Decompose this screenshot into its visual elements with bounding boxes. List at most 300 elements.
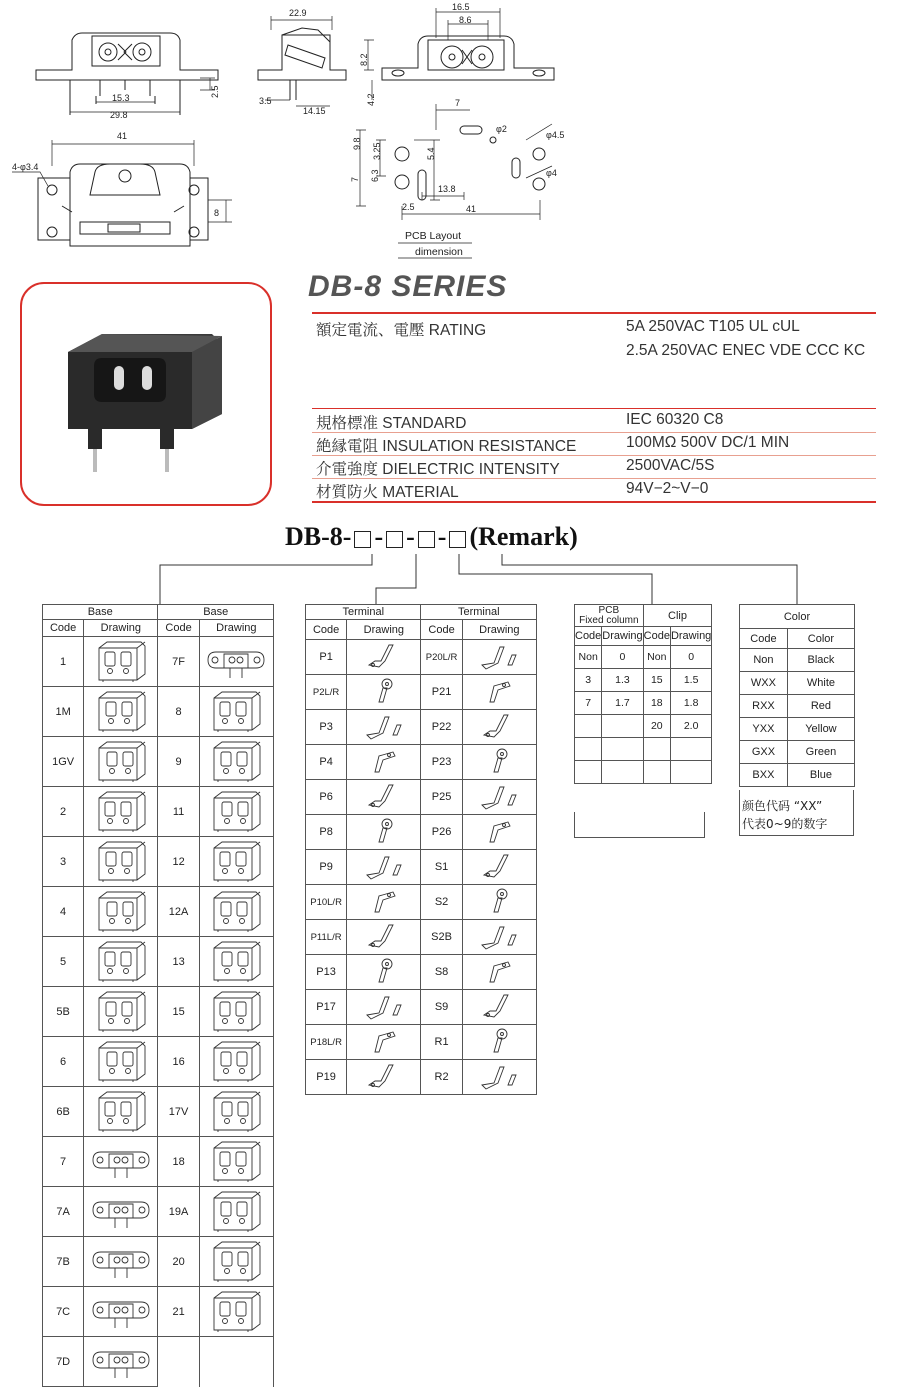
base-code: 7F: [158, 637, 199, 687]
terminal-code: S8: [421, 955, 462, 990]
color-name: Black: [787, 649, 854, 672]
table-row: [575, 692, 712, 715]
base-code: 9: [158, 737, 199, 787]
dim-tr-width: 16.5: [452, 2, 470, 12]
terminal-drawing: [464, 956, 534, 986]
terminal-drawing-cell: [462, 885, 536, 920]
spec-value: IEC 60320 C8: [626, 411, 724, 428]
base-code: 4: [43, 887, 84, 937]
base-drawing: [202, 1088, 270, 1132]
terminal-code: P2L/R: [306, 675, 347, 710]
base-code: 12A: [158, 887, 199, 937]
spec-label: 額定電流、電壓 RATING: [316, 322, 487, 339]
base-drawing: [202, 788, 270, 832]
table-row: [575, 738, 712, 761]
base-drawing: [202, 988, 270, 1032]
terminal-code: S1: [421, 850, 462, 885]
terminal-drawing: [349, 746, 419, 776]
spec-value: 2500VAC/5S: [626, 457, 715, 474]
table-row: [575, 646, 712, 669]
base-code: 7B: [43, 1237, 84, 1287]
table-row: [43, 737, 274, 787]
color-note-line2: 代表0~9的数字: [742, 817, 828, 831]
terminal-title: Terminal: [306, 605, 421, 620]
terminal-drawing: [464, 1026, 534, 1056]
base-drawing: [87, 1238, 155, 1282]
terminal-drawing: [464, 641, 534, 671]
terminal-drawing-cell: [347, 815, 421, 850]
table-row: [306, 885, 537, 920]
base-drawing: [87, 1338, 155, 1382]
terminal-drawing-cell: [347, 780, 421, 815]
terminal-drawing: [349, 921, 419, 951]
terminal-drawing: [349, 711, 419, 741]
dim-pin-pitch: 15.3: [112, 93, 130, 103]
pcb-clip-code: Non: [643, 646, 670, 669]
terminal-title: Terminal: [421, 605, 537, 620]
color-name: Blue: [787, 764, 854, 787]
table-row: [43, 1337, 274, 1387]
terminal-drawing: [349, 1061, 419, 1091]
pcb-clip-value: [670, 738, 711, 761]
table-row: [740, 695, 855, 718]
color-name: Red: [787, 695, 854, 718]
base-code: 19A: [158, 1187, 199, 1237]
dim-holes: 4-φ3.4: [12, 162, 39, 172]
terminal-drawing: [349, 851, 419, 881]
code-dash: -: [374, 522, 384, 551]
code-prefix: DB-8-: [285, 522, 352, 551]
base-drawing-cell: [84, 1087, 158, 1137]
terminal-drawing: [464, 851, 534, 881]
terminal-code: R2: [421, 1060, 462, 1095]
dim-pcb-slot: 7: [455, 98, 461, 108]
pcb-clip-code: 20: [643, 715, 670, 738]
terminal-drawing-cell: [347, 1025, 421, 1060]
terminal-drawing-cell: [462, 675, 536, 710]
base-drawing: [87, 1188, 155, 1232]
base-drawing-cell: [84, 837, 158, 887]
dim-tr-height: 8.2: [359, 53, 369, 66]
base-drawing: [202, 1188, 270, 1232]
pcb-clip-code: 7: [575, 692, 602, 715]
terminal-code: P20L/R: [421, 640, 462, 675]
terminal-drawing: [464, 676, 534, 706]
col-drawing: Drawing: [347, 620, 421, 640]
terminal-table: [305, 604, 537, 1095]
color-code: GXX: [740, 741, 788, 764]
terminal-drawing: [349, 781, 419, 811]
base-code: 21: [158, 1287, 199, 1337]
table-row: [43, 887, 274, 937]
table-row: [306, 640, 537, 675]
base-drawing: [87, 688, 155, 732]
pcb-title-line2: Fixed column: [579, 614, 639, 626]
code-dash: -: [437, 522, 447, 551]
table-row: [306, 675, 537, 710]
color-title: Color: [740, 605, 855, 629]
base-code: 16: [158, 1037, 199, 1087]
col-drawing: Drawing: [462, 620, 536, 640]
dim-top-width: 22.9: [289, 8, 307, 18]
terminal-drawing: [464, 921, 534, 951]
terminal-drawing-cell: [462, 710, 536, 745]
base-code: 8: [158, 687, 199, 737]
terminal-drawing: [349, 991, 419, 1021]
terminal-drawing-cell: [462, 1025, 536, 1060]
code-dash: -: [406, 522, 415, 551]
spec-label: 絶縁電阻 INSULATION RESISTANCE: [316, 438, 577, 455]
base-code: 5B: [43, 987, 84, 1037]
terminal-drawing: [464, 1061, 534, 1091]
base-drawing: [202, 1038, 270, 1082]
base-code: 5: [43, 937, 84, 987]
terminal-drawing: [349, 816, 419, 846]
base-drawing: [87, 1288, 155, 1332]
base-code: 6B: [43, 1087, 84, 1137]
base-code: 18: [158, 1137, 199, 1187]
dim-tr-bottom: 4.2: [366, 93, 376, 106]
terminal-drawing-cell: [347, 850, 421, 885]
code-connector-lines: [0, 0, 900, 610]
base-drawing-cell: [84, 687, 158, 737]
base-code: 7: [43, 1137, 84, 1187]
terminal-drawing: [464, 886, 534, 916]
base-code: 17V: [158, 1087, 199, 1137]
color-name: Green: [787, 741, 854, 764]
pcb-caption: PCB Layout: [405, 230, 462, 242]
pcb-caption-2: dimension: [415, 246, 463, 258]
base-drawing-cell: [199, 737, 273, 787]
spec-value: 100MΩ 500V DC/1 MIN: [626, 434, 790, 451]
dim-pcb-hole1: φ2: [496, 124, 507, 134]
terminal-drawing-cell: [462, 640, 536, 675]
table-row: [575, 761, 712, 784]
base-drawing-cell: [84, 787, 158, 837]
pcb-clip-value: 1.3: [602, 669, 643, 692]
table-row: [43, 1137, 274, 1187]
base-drawing-cell: [199, 837, 273, 887]
terminal-drawing-cell: [347, 640, 421, 675]
terminal-drawing: [464, 991, 534, 1021]
base-code: 3: [43, 837, 84, 887]
pcb-clip-code: [575, 738, 602, 761]
base-drawing-cell: [199, 987, 273, 1037]
terminal-code: P1: [306, 640, 347, 675]
base-drawing-cell: [84, 887, 158, 937]
base-drawing: [87, 738, 155, 782]
base-drawing: [87, 638, 155, 682]
terminal-drawing-cell: [347, 920, 421, 955]
base-table: [42, 604, 274, 1387]
terminal-drawing: [349, 676, 419, 706]
terminal-code: P19: [306, 1060, 347, 1095]
base-code: 15: [158, 987, 199, 1037]
terminal-code: P11L/R: [306, 920, 347, 955]
col-code: Code: [421, 620, 462, 640]
terminal-drawing: [464, 746, 534, 776]
terminal-code: S2B: [421, 920, 462, 955]
pcb-clip-value: 1.8: [670, 692, 711, 715]
base-drawing-cell: [84, 1187, 158, 1237]
table-row: [43, 1037, 274, 1087]
color-note-line1: 颜色代码 “XX”: [742, 799, 823, 813]
terminal-code: P18L/R: [306, 1025, 347, 1060]
terminal-drawing-cell: [347, 745, 421, 780]
base-drawing: [87, 1138, 155, 1182]
pcb-clip-code: 18: [643, 692, 670, 715]
col-code: Code: [740, 629, 788, 649]
dim-pcb-d4: 6.3: [370, 169, 380, 182]
col-code: Code: [158, 620, 199, 637]
dim-pcb-d3: 5.4: [426, 147, 436, 160]
base-code: 12: [158, 837, 199, 887]
base-code: 1M: [43, 687, 84, 737]
terminal-code: P21: [421, 675, 462, 710]
dim-pcb-hole3: φ4: [546, 168, 557, 178]
color-name: White: [787, 672, 854, 695]
spec-label: 材質防火 MATERIAL: [316, 484, 459, 501]
base-code: [158, 1337, 199, 1387]
base-drawing: [202, 938, 270, 982]
terminal-drawing-cell: [347, 1060, 421, 1095]
table-row: [43, 1237, 274, 1287]
base-drawing-cell: [199, 687, 273, 737]
pcb-clip-value: 1.7: [602, 692, 643, 715]
table-row: [306, 990, 537, 1025]
pcb-clip-code: [575, 761, 602, 784]
terminal-code: P3: [306, 710, 347, 745]
base-drawing-cell: [84, 1237, 158, 1287]
base-drawing: [202, 838, 270, 882]
base-drawing: [202, 1288, 270, 1332]
clip-title: Clip: [643, 605, 712, 627]
table-row: [306, 780, 537, 815]
terminal-code: P25: [421, 780, 462, 815]
terminal-code: P9: [306, 850, 347, 885]
table-row: [740, 649, 855, 672]
dim-pcb-d2: 3.25: [372, 142, 382, 160]
terminal-drawing-cell: [462, 815, 536, 850]
dim-pcb-d1: 9.8: [352, 137, 362, 150]
table-row: [43, 1187, 274, 1237]
pcb-clip-code: [643, 738, 670, 761]
table-row: [43, 787, 274, 837]
base-drawing: [87, 1088, 155, 1132]
base-drawing: [87, 1038, 155, 1082]
base-drawing-cell: [199, 937, 273, 987]
base-drawing-cell: [84, 637, 158, 687]
terminal-drawing-cell: [462, 780, 536, 815]
pcb-clip-code: 15: [643, 669, 670, 692]
dim-side-left: 3.5: [259, 96, 272, 106]
table-row: [306, 1060, 537, 1095]
base-drawing-cell: [84, 1137, 158, 1187]
spec-value: 2.5A 250VAC ENEC VDE CCC KC: [626, 342, 866, 359]
terminal-drawing-cell: [347, 710, 421, 745]
table-row: [740, 741, 855, 764]
terminal-code: P17: [306, 990, 347, 1025]
terminal-drawing: [464, 816, 534, 846]
base-code: 7D: [43, 1337, 84, 1387]
table-row: [43, 837, 274, 887]
base-drawing-cell: [84, 737, 158, 787]
terminal-code: P6: [306, 780, 347, 815]
base-drawing-cell: [199, 1337, 273, 1387]
terminal-drawing-cell: [462, 955, 536, 990]
code-remark: (Remark): [469, 522, 578, 551]
pcb-clip-table: [574, 604, 712, 784]
base-code: 13: [158, 937, 199, 987]
base-drawing: [202, 738, 270, 782]
base-drawing-cell: [199, 887, 273, 937]
base-drawing: [202, 888, 270, 932]
terminal-code: R1: [421, 1025, 462, 1060]
terminal-code: S9: [421, 990, 462, 1025]
base-drawing-cell: [84, 987, 158, 1037]
table-row: [43, 1087, 274, 1137]
dim-pcb-hole2: φ4.5: [546, 130, 565, 140]
base-drawing: [202, 1238, 270, 1282]
terminal-drawing-cell: [462, 920, 536, 955]
color-code: RXX: [740, 695, 788, 718]
pcb-title: [575, 605, 644, 627]
terminal-code: P22: [421, 710, 462, 745]
base-code: 7C: [43, 1287, 84, 1337]
color-code: WXX: [740, 672, 788, 695]
table-row: [43, 1287, 274, 1337]
base-drawing: [87, 838, 155, 882]
table-row: [306, 955, 537, 990]
base-drawing: [87, 988, 155, 1032]
terminal-drawing-cell: [347, 955, 421, 990]
pcb-clip-value: 0: [670, 646, 711, 669]
color-code: YXX: [740, 718, 788, 741]
base-code: 2: [43, 787, 84, 837]
terminal-code: P8: [306, 815, 347, 850]
base-code: 1: [43, 637, 84, 687]
terminal-drawing: [349, 1026, 419, 1056]
base-title: Base: [43, 605, 158, 620]
terminal-drawing-cell: [462, 745, 536, 780]
table-row: [740, 672, 855, 695]
base-code: 6: [43, 1037, 84, 1087]
pcb-clip-value: 0: [602, 646, 643, 669]
terminal-code: P23: [421, 745, 462, 780]
col-drawing: Drawing: [602, 627, 643, 646]
dim-front-height: 2.5: [210, 85, 220, 98]
pcb-title-line1: PCB: [598, 604, 620, 616]
terminal-code: P10L/R: [306, 885, 347, 920]
base-drawing-cell: [199, 1087, 273, 1137]
pcb-clip-value: [602, 761, 643, 784]
base-code: 1GV: [43, 737, 84, 787]
series-title: DB-8 SERIES: [308, 270, 508, 303]
col-code: Code: [643, 627, 670, 646]
pcb-clip-code: Non: [575, 646, 602, 669]
dim-pcb-d6: 13.8: [438, 184, 456, 194]
table-row: [306, 920, 537, 955]
base-drawing-cell: [84, 1287, 158, 1337]
terminal-drawing-cell: [462, 990, 536, 1025]
base-drawing: [202, 1138, 270, 1182]
col-drawing: Drawing: [84, 620, 158, 637]
table-row: [740, 764, 855, 787]
terminal-code: P26: [421, 815, 462, 850]
table-row: [306, 710, 537, 745]
base-drawing: [202, 638, 270, 682]
terminal-code: S2: [421, 885, 462, 920]
dim-pcb-d7: 2.5: [402, 202, 415, 212]
dim-tr-inner: 8.6: [459, 15, 472, 25]
base-drawing-cell: [199, 1137, 273, 1187]
spec-label: 規格標准 STANDARD: [316, 415, 467, 432]
base-drawing-cell: [84, 1037, 158, 1087]
pcb-clip-value: [602, 738, 643, 761]
base-title: Base: [158, 605, 274, 620]
table-row: [575, 669, 712, 692]
base-drawing-cell: [84, 937, 158, 987]
table-row: [306, 815, 537, 850]
spec-value: 94V−2~V−0: [626, 480, 709, 497]
dim-overall: 29.8: [110, 110, 128, 120]
base-drawing-cell: [84, 1337, 158, 1387]
pcb-clip-value: [602, 715, 643, 738]
table-row: [306, 745, 537, 780]
base-drawing-cell: [199, 1187, 273, 1237]
table-row: [306, 1025, 537, 1060]
terminal-drawing: [349, 956, 419, 986]
pcb-clip-value: 2.0: [670, 715, 711, 738]
dim-pcb-d5: 7: [350, 176, 360, 182]
terminal-drawing: [349, 886, 419, 916]
color-code: Non: [740, 649, 788, 672]
terminal-drawing: [464, 781, 534, 811]
col-code: Code: [43, 620, 84, 637]
pcb-clip-value: 1.5: [670, 669, 711, 692]
dim-bottom-width: 41: [117, 131, 128, 141]
table-row: [43, 987, 274, 1037]
base-drawing-cell: [199, 1037, 273, 1087]
spec-label: 介電強度 DIELECTRIC INTENSITY: [316, 461, 560, 478]
pcb-clip-value: [670, 761, 711, 784]
terminal-drawing-cell: [347, 990, 421, 1025]
pcb-clip-code: [643, 761, 670, 784]
terminal-code: P13: [306, 955, 347, 990]
color-table: [739, 604, 855, 787]
col-code: Code: [575, 627, 602, 646]
color-code: BXX: [740, 764, 788, 787]
terminal-drawing-cell: [462, 850, 536, 885]
dim-side-right: 14.15: [303, 106, 326, 116]
table-row: [43, 687, 274, 737]
pcb-table-footer: [574, 812, 705, 838]
color-name: Yellow: [787, 718, 854, 741]
color-note: [739, 790, 854, 836]
table-row: [306, 850, 537, 885]
base-code: 11: [158, 787, 199, 837]
terminal-drawing-cell: [347, 885, 421, 920]
spec-value: 5A 250VAC T105 UL cUL: [626, 318, 800, 335]
terminal-drawing-cell: [462, 1060, 536, 1095]
col-code: Code: [306, 620, 347, 640]
terminal-drawing: [349, 641, 419, 671]
terminal-drawing-cell: [347, 675, 421, 710]
terminal-code: P4: [306, 745, 347, 780]
dim-pcb-d8: 41: [466, 204, 477, 214]
base-drawing-cell: [199, 637, 273, 687]
pcb-clip-code: [575, 715, 602, 738]
